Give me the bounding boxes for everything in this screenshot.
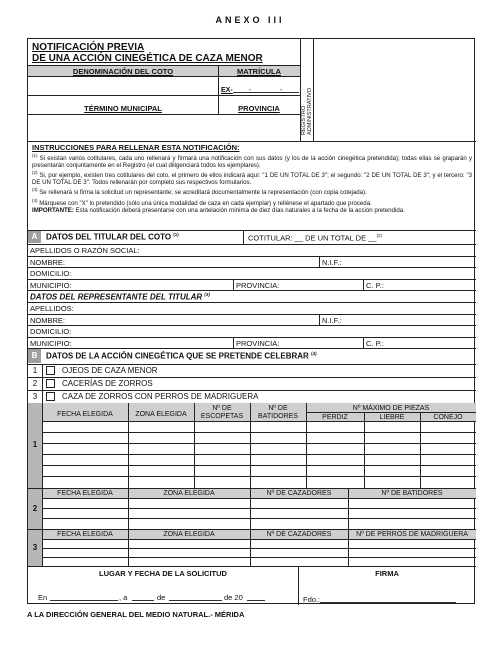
option-1-checkbox[interactable] — [46, 366, 55, 375]
termino-label: TÉRMINO MUNICIPAL — [84, 104, 162, 113]
accion-section-title: DATOS DE LA ACCIÓN CINEGÉTICA QUE SE PRETENDE CELEBRAR $^{(4)}$ — [46, 351, 317, 361]
notification-form: NOTIFICACIÓN PREVIA DE UNA ACCIÓN CINEGÉTICA DE CAZA MENOR DENOMINACIÓN DEL COTO MATRÍCULA EX- - - TÉRMINO MUNICIPAL PROVINCIA REGISTRO ADMINISTRATIVO INSTRUCCIONES PARA RELLENAR ESTA NOTIFICACIÓN: $^{(1)}$ Si existan varios cotitulares, cada uno rellenará y firmará una notificación con sus datos (y los de la acción cinegética pretendida); todas ellas se graparán y presentarán conjuntamente en el Registro (el cual diligenciará todos los ejemplares). $^{(2)}$ Si, por ejemplo, existen tres cotitulares del coto, el primero de ellos indicará aquí: "1 DE UN TOTAL DE 3"; el segundo: "2 DE UN TOTAL DE 3"; y el tercero: "3 DE UN TOTAL DE 3". Todos rellenarán por completo sus respectivos formularios. $^{(3)}$ Se rellenará si firma la solicitud un representante; se acreditará documentalmente la representación (con copia cotejada). $^{(4)}$ Márquese con "X" lo pretendido (sólo una única modalidad de caza en cada ejemplar) y rellénese el apartado que proceda. IMPORTANTE: Esta notificación deberá presentarse con una antelación mínima de diez días naturales a la fecha de la acción pretendida. A DATOS DEL TITULAR DEL COTO $^{(1)}$ COTITULAR: __ DE UN TOTAL DE __$^{(2)}$ APELLIDOS O RAZÓN SOCIAL: NOMBRE: N.I.F.: DOMICILIO: MUNICIPIO: PROVINCIA: C. P.: DATOS DEL REPRESENTANTE DEL TITULAR $^{(3)}$ APELLIDOS: NOMBRE: N.I.F.: DOMICILIO: MUNICIPIO: PROVINCIA: C. P.: B DATOS DE LA ACCIÓN CINEGÉTICA QUE SE PRETENDE CELEBRAR $^{(4)}$ 1 OJEOS DE CAZA MENOR 2 CACERÍAS DE ZORROS 3 CAZA DE ZORROS CON PERROS DE MADRIGUERA 1 FECHA ELEGIDA ZONA ELEGIDA Nº DE ESCOPETAS Nº DE BATIDORES Nº MÁXIMO DE PIEZAS PERDIZ LIEBRE CONEJO 2 FECHA ELEGIDA ZONA ELEGIDA Nº DE CAZADORES Nº DE BATIDORES 3 FECHA ELEGIDA ZONA ELEGIDA Nº DE CAZADORES Nº DE PERROS DE MADRIGUERA LUGAR Y FECHA DE LA SOLICITUD FIRMA En , a de de 20 Fdo.: — [27, 38, 475, 604]
t1-conejo-header: CONEJO — [433, 414, 463, 421]
t1-batidores-header: Nº DE BATIDORES — [258, 405, 298, 420]
option-2-checkbox[interactable] — [46, 379, 55, 388]
rep-cp-label: C. P.: — [366, 339, 384, 348]
destination-line: A LA DIRECCIÓN GENERAL DEL MEDIO NATURAL.- MÉRIDA — [27, 610, 245, 619]
provincia-top-label: PROVINCIA — [238, 104, 280, 113]
firma-label: FIRMA — [375, 569, 399, 578]
apellidos-razon-label: APELLIDOS O RAZÓN SOCIAL: — [30, 246, 140, 255]
instructions-title: INSTRUCCIONES PARA RELLENAR ESTA NOTIFICACIÓN: — [32, 143, 240, 152]
t2-fecha-header: FECHA ELEGIDA — [57, 490, 113, 497]
t1-perdiz-header: PERDIZ — [322, 414, 348, 421]
titular-section-title: DATOS DEL TITULAR DEL COTO $^{(1)}$ — [46, 232, 179, 242]
form-title-line2: DE UNA ACCIÓN CINEGÉTICA DE CAZA MENOR — [32, 53, 263, 64]
table3-number: 3 — [32, 543, 38, 552]
section-a-letter: A — [28, 231, 41, 243]
matricula-field[interactable] — [233, 87, 299, 93]
table1-number: 1 — [32, 440, 38, 449]
firma-nombre-field[interactable] — [320, 597, 456, 603]
table2-number: 2 — [32, 504, 38, 513]
form-title-line1: NOTIFICACIÓN PREVIA — [32, 42, 145, 53]
rep-domicilio-label: DOMICILIO: — [30, 327, 72, 336]
annex-title: ANEXO III — [215, 15, 285, 25]
t1-zona-header: ZONA ELEGIDA — [135, 411, 187, 418]
nif-label: N.I.F.: — [322, 258, 342, 267]
rep-nif-label: N.I.F.: — [322, 316, 342, 325]
t3-zona-header: ZONA ELEGIDA — [163, 531, 215, 538]
t2-batidores-header: Nº DE BATIDORES — [381, 490, 443, 497]
cotitular-field: COTITULAR: __ DE UN TOTAL DE __$^{(2)}$ — [248, 233, 383, 243]
rep-apellidos-label: APELLIDOS: — [30, 304, 74, 313]
lugar-fecha-label: LUGAR Y FECHA DE LA SOLICITUD — [99, 569, 227, 578]
registro-label: REGISTRO ADMINISTRATIVO — [301, 87, 314, 135]
mes-field[interactable] — [169, 595, 222, 601]
rep-provincia-label: PROVINCIA: — [236, 339, 280, 348]
section-b-letter: B — [28, 349, 41, 363]
option-1-label: OJEOS DE CAZA MENOR — [62, 366, 158, 375]
nombre-label: NOMBRE: — [30, 258, 66, 267]
municipio-label: MUNICIPIO: — [30, 281, 72, 290]
ex-prefix: EX- — [221, 87, 233, 94]
t2-zona-header: ZONA ELEGIDA — [163, 490, 215, 497]
lugar-field[interactable] — [50, 595, 118, 601]
provincia-label: PROVINCIA: — [236, 281, 280, 290]
cp-label: C. P.: — [366, 281, 384, 290]
t1-max-piezas-header: Nº MÁXIMO DE PIEZAS — [352, 405, 430, 412]
t3-perros-header: Nº DE PERROS DE MADRIGUERA — [356, 531, 468, 538]
t1-escopetas-header: Nº DE ESCOPETAS — [200, 405, 244, 420]
dia-field[interactable] — [132, 595, 154, 601]
option-3-label: CAZA DE ZORROS CON PERROS DE MADRIGUERA — [62, 392, 259, 401]
representante-section-title: DATOS DEL REPRESENTANTE DEL TITULAR $^{(3)}$ — [30, 292, 210, 302]
domicilio-label: DOMICILIO: — [30, 269, 72, 278]
t1-fecha-header: FECHA ELEGIDA — [57, 411, 113, 418]
rep-nombre-label: NOMBRE: — [30, 316, 66, 325]
t3-cazadores-header: Nº DE CAZADORES — [266, 531, 332, 538]
option-3-checkbox[interactable] — [46, 392, 55, 401]
t1-liebre-header: LIEBRE — [379, 414, 405, 421]
instructions-body: $^{(1)}$ Si existan varios cotitulares, cada uno rellenará y firmará una notificación con sus datos (y los de la acción cinegética pretendida); todas ellas se graparán y presentarán conjuntamente en el Registro (el cual diligenciará todos los ejemplares). $^{(2)}$ Si, por ejemplo, existen tres cotitulares del coto, el primero de ellos indicará aquí: "1 DE UN TOTAL DE 3"; el segundo: "2 DE UN TOTAL DE 3"; y el tercero: "3 DE UN TOTAL DE 3". Todos rellenarán por completo sus respectivos formularios. $^{(3)}$ Se rellenará si firma la solicitud un representante; se acreditará documentalmente la representación (con copia cotejada). $^{(4)}$ Márquese con "X" lo pretendido (sólo una única modalidad de caza en cada ejemplar) y rellénese el apartado que proceda. IMPORTANTE: Esta notificación deberá presentarse con una antelación mínima de diez días naturales a la fecha de la acción pretendida. — [32, 153, 472, 214]
coto-name-label: DENOMINACIÓN DEL COTO — [72, 67, 174, 76]
anio-field[interactable] — [247, 595, 265, 601]
matricula-label: MATRÍCULA — [236, 67, 282, 76]
t2-cazadores-header: Nº DE CAZADORES — [266, 490, 332, 497]
option-2-label: CACERÍAS DE ZORROS — [62, 379, 153, 388]
rep-municipio-label: MUNICIPIO: — [30, 339, 72, 348]
t3-fecha-header: FECHA ELEGIDA — [57, 531, 113, 538]
